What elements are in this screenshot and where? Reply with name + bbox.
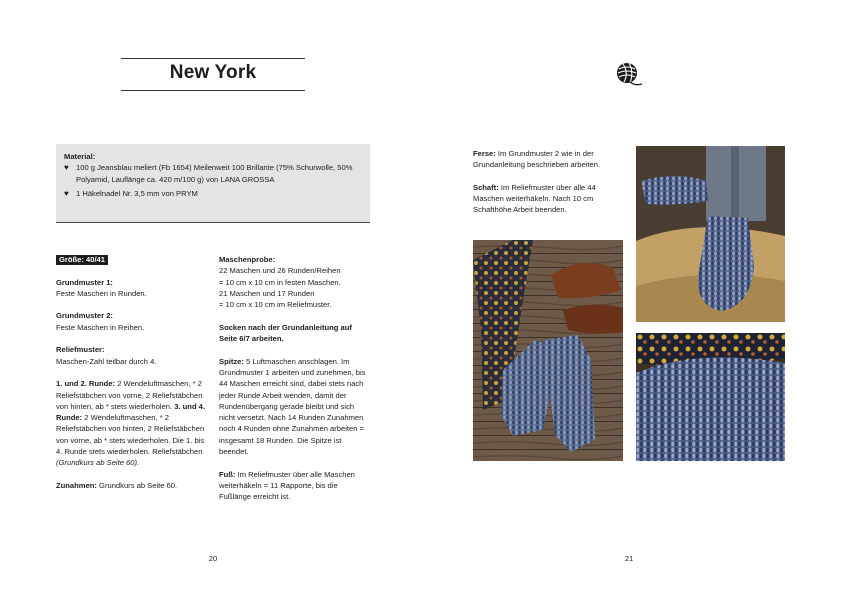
reliefmuster-heading: Reliefmuster: (56, 345, 105, 355)
material-heading: Material: (64, 152, 96, 161)
size-badge: Größe: 40/41 (56, 255, 108, 265)
material-box (56, 144, 370, 223)
heart-bullet-icon: ♥ (64, 188, 69, 198)
schaft-text: Im Reliefmuster über alle 44 Maschen weiterhäkeln. Nach 10 cm Schafthöhe Arbeit beenden. (473, 182, 596, 215)
reliefmuster-text: Maschen-Zahl teilbar durch 4. (56, 356, 157, 366)
grundmuster2-heading: Grundmuster 2: (56, 311, 113, 321)
spitze-label: Spitze: (219, 356, 244, 366)
fuss-label: Fuß: (219, 469, 236, 479)
instructions-column-2 (219, 254, 371, 503)
ferse-label: Ferse: (473, 149, 496, 158)
instructions-column-3 (473, 148, 628, 216)
schaft-paragraph (473, 182, 628, 216)
heart-bullet-icon: ♥ (64, 163, 69, 173)
material-item-text: 100 g Jeansblau meliert (Fb 1654) Meilenweit 100 Brillante (75% Schurwolle, 50% Polyamid, Lauflänge ca. 420 m/100 g) von LANA GROSSA (76, 163, 353, 184)
ferse-paragraph (473, 148, 628, 171)
socken-heading: Socken nach der Grundanleitung auf Seite 6/7 arbeiten. (219, 322, 352, 344)
fuss-paragraph (219, 469, 371, 503)
zunahmen-text: Grundkurs ab Seite 60. (99, 480, 178, 490)
spitze-paragraph (219, 356, 371, 458)
page-title: New York (169, 62, 257, 83)
round-3-4-label: 3. und 4. Runde: (56, 401, 206, 423)
yarn-ball-icon (615, 60, 643, 88)
rounds-paragraph (56, 378, 206, 468)
round-1-2-label: 1. und 2. Runde: (56, 379, 116, 389)
title-rule-top (121, 58, 305, 59)
material-item (64, 162, 362, 185)
grundmuster1-heading: Grundmuster 1: (56, 277, 113, 287)
material-item-text: 1 Häkelnadel Nr. 3,5 mm von PRYM (76, 188, 198, 198)
grundmuster1-text: Feste Maschen in Runden. (56, 288, 147, 298)
material-item (64, 188, 362, 199)
maschenprobe-heading: Maschenprobe: (219, 255, 276, 264)
maschenprobe-line: 22 Maschen und 26 Runden/Reihen (219, 266, 341, 276)
round-3-4-reference: (Grundkurs ab Seite 60). (56, 458, 140, 468)
grundmuster2-text: Feste Maschen in Reihen. (56, 322, 145, 332)
schaft-label: Schaft: (473, 182, 499, 192)
maschenprobe-line: 21 Maschen und 17 Runden (219, 288, 315, 298)
instructions-column-1 (56, 254, 206, 491)
maschenprobe-line: = 10 cm x 10 cm in festen Maschen. (219, 277, 341, 287)
zunahmen-label: Zunahmen: (56, 480, 97, 490)
photo-sock-closeup (636, 333, 785, 461)
round-1-2-text: 2 Wendeluftmaschen, * 2 Reliefstäbchen von vorne, 2 Reliefstäbchen von hinten, ab * stets wiederholen. (56, 379, 203, 411)
title-rule-bottom (121, 90, 305, 91)
round-3-4-text: 2 Wendeluftmaschen, * 2 Reliefstäbchen von hinten, 2 Reliefstäbchen von vorne, ab * stets wiederholen. Die 1. bis 4. Runde stets wiederholen. Reliefstäbchen (56, 413, 205, 457)
ferse-text: Im Grundmuster 2 wie in der Grundanleitung beschrieben arbeiten. (473, 149, 601, 170)
photo-socks-with-shoes (473, 240, 623, 461)
maschenprobe-line: = 10 cm x 10 cm im Reliefmuster. (219, 300, 332, 310)
page-number-right: 21 (624, 554, 634, 563)
photo-sock-on-foot (636, 146, 785, 322)
page-number-left: 20 (208, 554, 218, 563)
fuss-text: Im Reliefmuster über alle Maschen weiterhäkeln = 11 Rapporte, bis die Fußlänge erreicht ist. (219, 469, 355, 502)
spitze-text: 5 Luftmaschen anschlagen. Im Grundmuster 1 arbeiten und zunehmen, bis 44 Maschen erreicht sind, dabei stets nach jeder Runde Arbeit wenden, damit der Rundenübergang gerade bleibt und sich nicht versetzt. Nach 14 Runden Zunahmen noch 4 Runden ohne Zunahmen arbeiten = insgesamt 18 Runden. Die Spitze ist beendet. (219, 356, 366, 457)
zunahmen-paragraph (56, 480, 206, 491)
